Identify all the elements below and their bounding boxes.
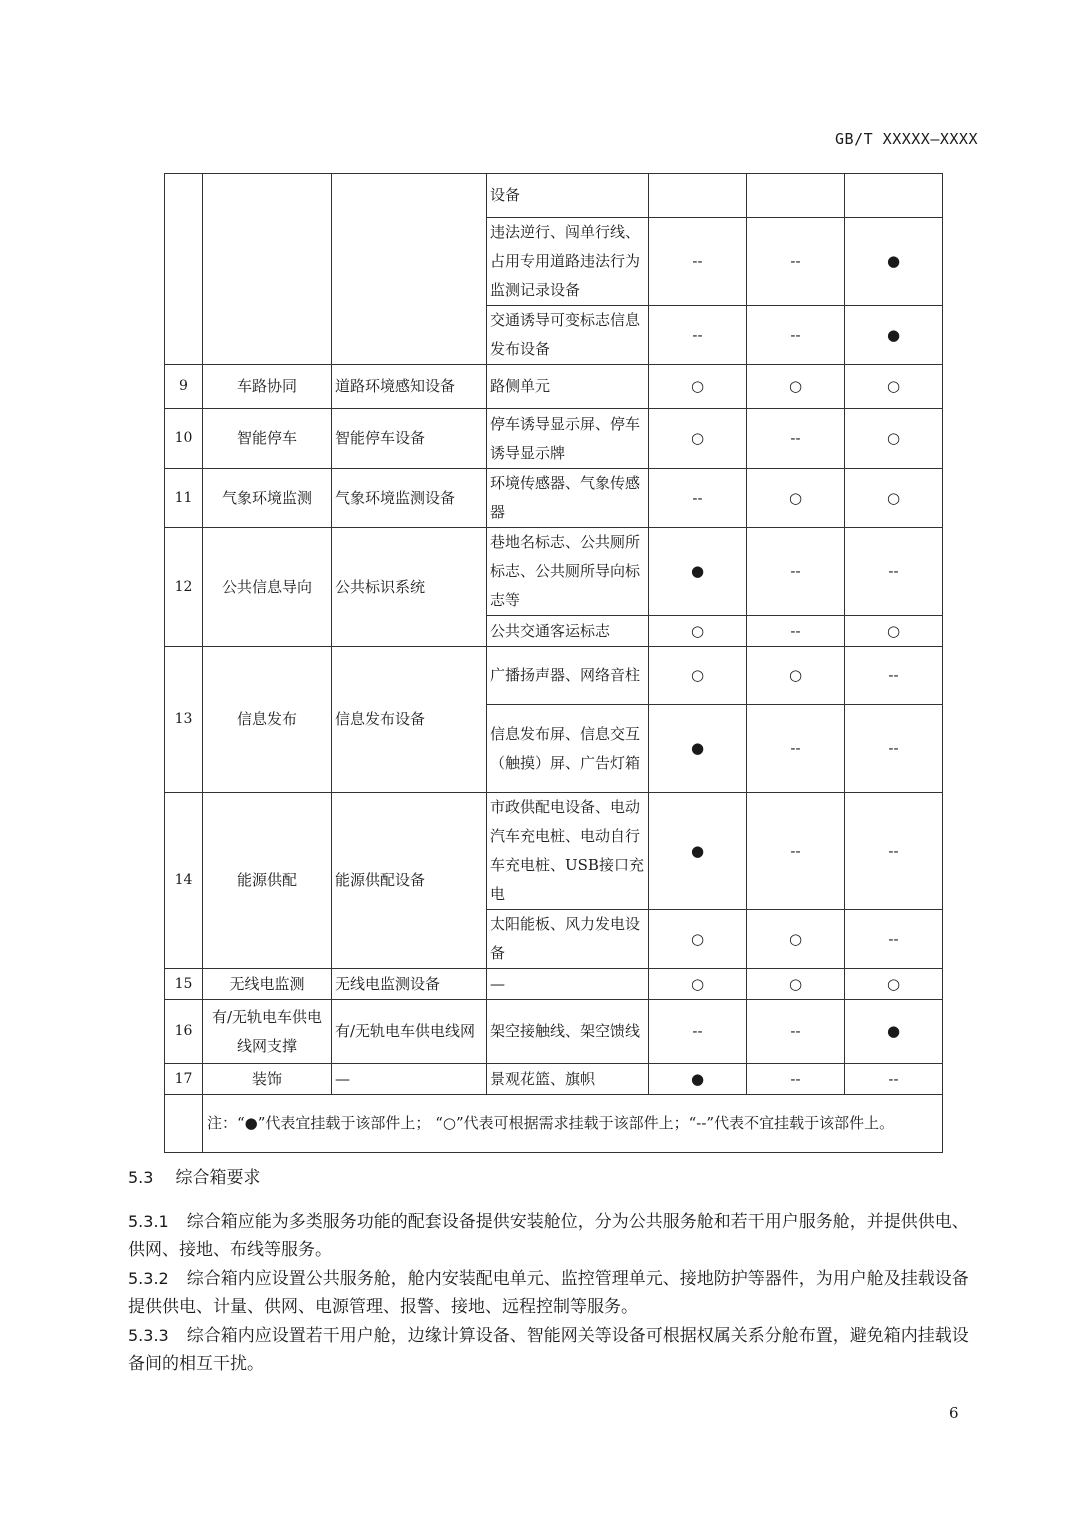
table-body [165, 174, 943, 1153]
mount-mark-cell: -- [747, 306, 845, 365]
section-title: 综合箱要求 [175, 1168, 261, 1188]
clause-text: 综合箱应能为多类服务功能的配套设备提供安装舱位，分为公共服务舱和若干用户服务舱，并提供供电、供网、接地、布线等服务。 [128, 1212, 969, 1260]
mount-mark-cell: ○ [649, 647, 747, 705]
table-cell: 设备 [487, 174, 649, 218]
table-cell: 12 [165, 528, 203, 647]
table-cell [203, 174, 332, 365]
table-cell: 9 [165, 365, 203, 409]
table-cell: 14 [165, 793, 203, 969]
mount-mark-cell: -- [747, 705, 845, 793]
table-cell: 13 [165, 647, 203, 793]
table-cell: 气象环境监测设备 [332, 469, 487, 528]
mount-mark-cell: ○ [747, 969, 845, 1000]
mount-mark-cell: ○ [649, 910, 747, 969]
table-cell: 违法逆行、闯单行线、占用专用道路违法行为监测记录设备 [487, 218, 649, 306]
mount-mark-cell: -- [845, 910, 943, 969]
table-cell: 交通诱导可变标志信息发布设备 [487, 306, 649, 365]
table-cell: 景观花篮、旗帜 [487, 1064, 649, 1095]
mount-mark-cell: ● [649, 528, 747, 616]
mount-mark-cell: -- [747, 218, 845, 306]
table-cell: 信息发布 [203, 647, 332, 793]
mount-mark-cell: ○ [649, 409, 747, 469]
table-cell: 能源供配 [203, 793, 332, 969]
table-cell: 太阳能板、风力发电设备 [487, 910, 649, 969]
mount-mark-cell: ○ [649, 616, 747, 647]
mount-mark-cell: -- [649, 306, 747, 365]
table-cell: 架空接触线、架空馈线 [487, 1000, 649, 1064]
table-cell: 广播扬声器、网络音柱 [487, 647, 649, 705]
mount-mark-cell: ○ [845, 409, 943, 469]
mount-mark-cell: -- [649, 218, 747, 306]
table-cell: 信息发布屏、信息交互（触摸）屏、广告灯箱 [487, 705, 649, 793]
table-cell: 能源供配设备 [332, 793, 487, 969]
table-cell: 环境传感器、气象传感器 [487, 469, 649, 528]
table-cell: 停车诱导显示屏、停车诱导显示牌 [487, 409, 649, 469]
section-number: 5.3 [128, 1168, 154, 1187]
table-note-row [165, 1095, 943, 1153]
table-cell: 11 [165, 469, 203, 528]
table-row [165, 409, 943, 469]
mount-mark-cell [747, 174, 845, 218]
mount-mark-cell: -- [845, 793, 943, 910]
table-cell: 16 [165, 1000, 203, 1064]
table-note: 注：“●”代表宜挂载于该部件上； “○”代表可根据需求挂载于该部件上；“--”代表不宜挂载于该部件上。 [203, 1095, 943, 1153]
mount-mark-cell: ● [845, 218, 943, 306]
table-row [165, 365, 943, 409]
table-row [165, 1064, 943, 1095]
mount-mark-cell: ● [649, 1064, 747, 1095]
mount-mark-cell: -- [747, 528, 845, 616]
page-number: 6 [949, 1404, 959, 1422]
table-cell: — [332, 1064, 487, 1095]
table-row [165, 1000, 943, 1064]
mount-mark-cell: ○ [649, 365, 747, 409]
table-cell: 有/无轨电车供电线网支撑 [203, 1000, 332, 1064]
mount-mark-cell: ○ [845, 365, 943, 409]
mount-mark-cell: -- [649, 469, 747, 528]
clause-number: 5.3.1 [128, 1212, 169, 1231]
table-cell: 智能停车 [203, 409, 332, 469]
table-cell: 气象环境监测 [203, 469, 332, 528]
standard-code-header: GB/T XXXXX—XXXX [835, 130, 978, 148]
mount-mark-cell: -- [845, 647, 943, 705]
table-row [165, 174, 943, 218]
mount-mark-cell: ○ [845, 969, 943, 1000]
table-row [165, 793, 943, 910]
mount-mark-cell: ● [649, 793, 747, 910]
table-cell: 公共交通客运标志 [487, 616, 649, 647]
table-cell: 信息发布设备 [332, 647, 487, 793]
table-row [165, 969, 943, 1000]
table-cell: 17 [165, 1064, 203, 1095]
table-row [165, 469, 943, 528]
table-cell: 车路协同 [203, 365, 332, 409]
mount-mark-cell: ○ [747, 469, 845, 528]
table-cell: — [487, 969, 649, 1000]
mount-mark-cell: -- [845, 528, 943, 616]
mount-mark-cell: -- [747, 409, 845, 469]
mount-mark-cell: ○ [747, 365, 845, 409]
table-cell: 无线电监测设备 [332, 969, 487, 1000]
section-heading [128, 1164, 980, 1192]
clause-5-3-2 [128, 1265, 980, 1321]
mount-mark-cell: -- [747, 1000, 845, 1064]
mount-mark-cell: -- [649, 1000, 747, 1064]
table-cell: 公共信息导向 [203, 528, 332, 647]
clause-number: 5.3.2 [128, 1269, 169, 1288]
table-cell [332, 174, 487, 365]
mount-mark-cell: ○ [845, 616, 943, 647]
table-cell: 15 [165, 969, 203, 1000]
mount-mark-cell: -- [747, 616, 845, 647]
table-cell: 装饰 [203, 1064, 332, 1095]
mount-mark-cell: -- [845, 1064, 943, 1095]
table-row [165, 647, 943, 705]
table-cell: 公共标识系统 [332, 528, 487, 647]
mount-mark-cell: ○ [747, 910, 845, 969]
mount-mark-cell [845, 174, 943, 218]
table-cell [165, 174, 203, 365]
mount-mark-cell: ○ [747, 647, 845, 705]
table-cell [165, 1095, 203, 1153]
table-cell: 路侧单元 [487, 365, 649, 409]
mount-mark-cell: ○ [649, 969, 747, 1000]
table-cell: 智能停车设备 [332, 409, 487, 469]
mount-mark-cell: ● [845, 1000, 943, 1064]
table-cell: 巷地名标志、公共厕所标志、公共厕所导向标志等 [487, 528, 649, 616]
clause-text: 综合箱内应设置公共服务舱，舱内安装配电单元、监控管理单元、接地防护等器件，为用户舱及挂载设备提供供电、计量、供网、电源管理、报警、接地、远程控制等服务。 [128, 1269, 969, 1317]
clause-5-3-1 [128, 1208, 980, 1264]
mount-mark-cell: -- [845, 705, 943, 793]
mount-mark-cell [649, 174, 747, 218]
table-cell: 无线电监测 [203, 969, 332, 1000]
table-row [165, 528, 943, 616]
table-cell: 市政供配电设备、电动汽车充电桩、电动自行车充电桩、USB接口充电 [487, 793, 649, 910]
mount-mark-cell: ● [845, 306, 943, 365]
mount-mark-cell: -- [747, 793, 845, 910]
table-cell: 10 [165, 409, 203, 469]
clause-5-3-3 [128, 1322, 980, 1378]
table-cell: 道路环境感知设备 [332, 365, 487, 409]
clause-text: 综合箱内应设置若干用户舱，边缘计算设备、智能网关等设备可根据权属关系分舱布置，避免箱内挂载设备间的相互干扰。 [128, 1326, 969, 1374]
mount-component-table [164, 173, 943, 1153]
mount-mark-cell: ● [649, 705, 747, 793]
clause-number: 5.3.3 [128, 1326, 169, 1345]
mount-mark-cell: ○ [845, 469, 943, 528]
table-cell: 有/无轨电车供电线网 [332, 1000, 487, 1064]
mount-mark-cell: -- [747, 1064, 845, 1095]
